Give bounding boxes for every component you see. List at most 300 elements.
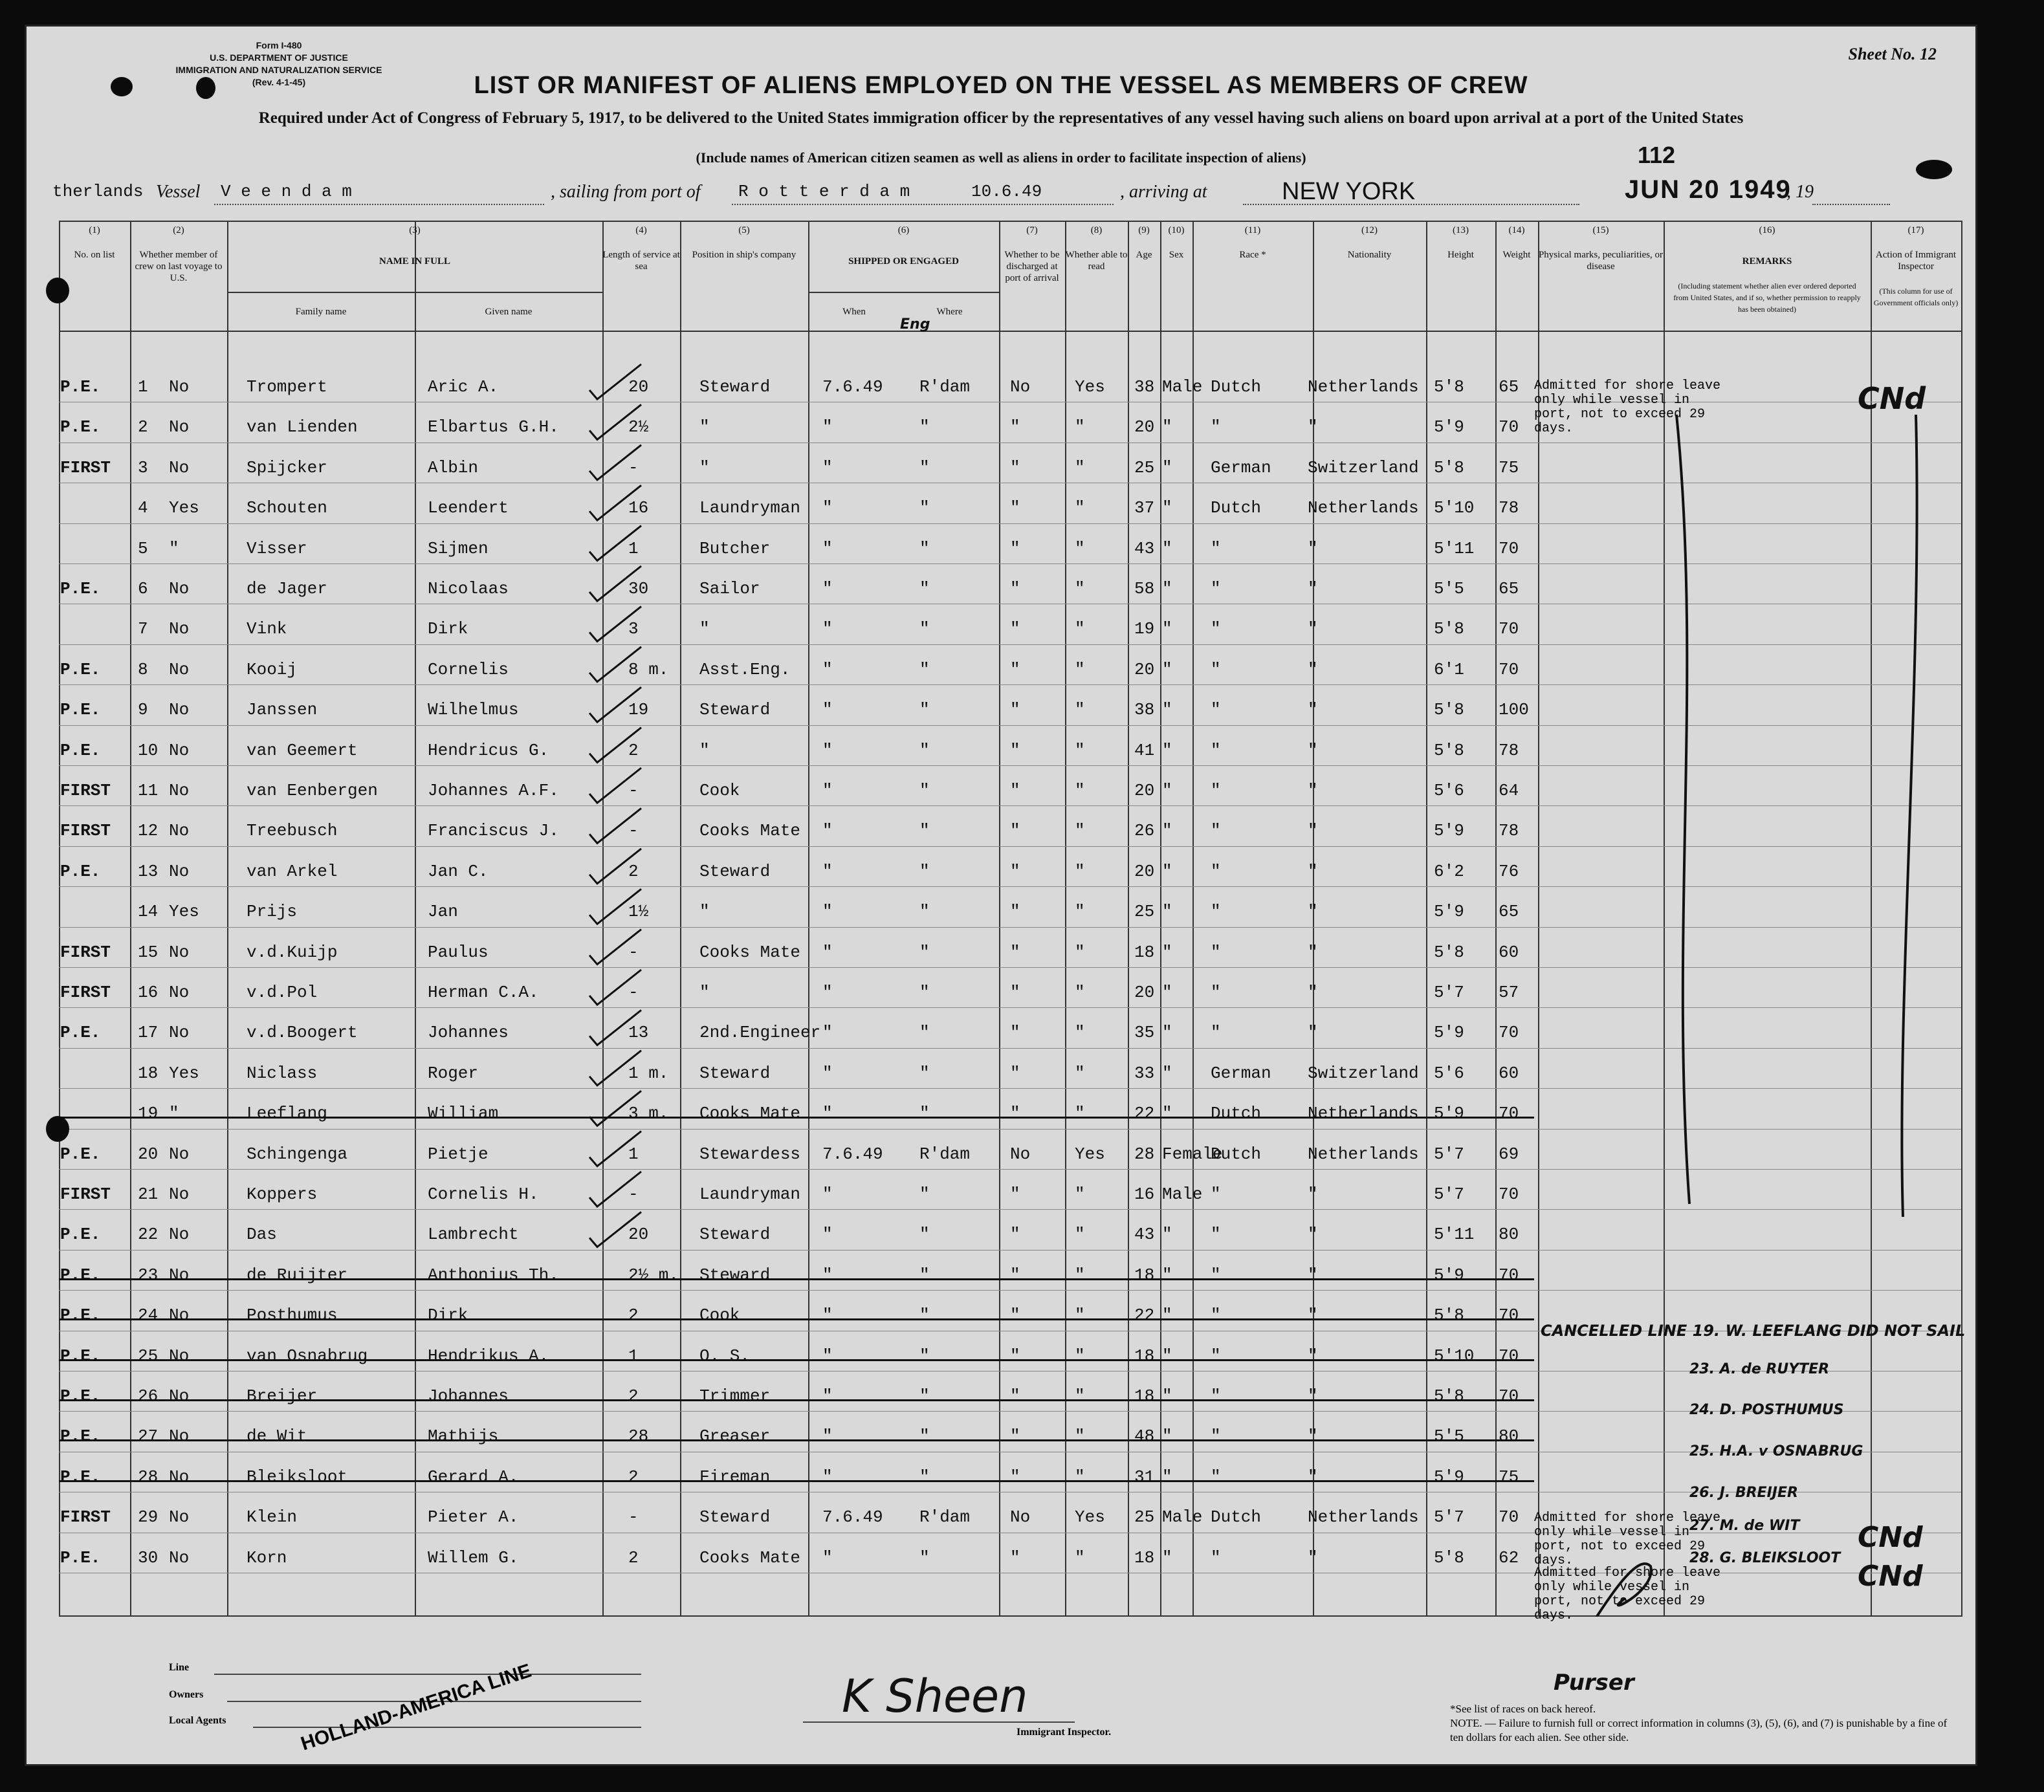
cell-when: ": [822, 983, 833, 1002]
cell-sex: ": [1162, 619, 1172, 639]
cell-given: Paulus: [428, 942, 489, 962]
cell-sex: ": [1162, 1225, 1172, 1245]
cell-sex: ": [1162, 781, 1172, 800]
cell-read: Yes: [1075, 1144, 1105, 1164]
column-number: (7): [1026, 225, 1038, 235]
column-label: REMARKS: [1742, 256, 1792, 267]
cell-height: 5'11: [1434, 1225, 1475, 1245]
cell-weight: 70: [1499, 538, 1519, 558]
cell-where: ": [919, 619, 930, 639]
cell-nat: ": [1308, 1185, 1318, 1204]
cell-weight: 65: [1499, 902, 1519, 922]
column-label: Race *: [1239, 250, 1266, 260]
cell-prev: No: [169, 942, 190, 962]
cell-given: Gerard A.: [428, 1467, 519, 1487]
cell-where: ": [919, 659, 930, 679]
cell-sex: ": [1162, 1346, 1172, 1366]
cell-height: 5'6: [1434, 1063, 1464, 1083]
cell-prev: No: [169, 1426, 190, 1447]
cell-where: ": [919, 1104, 930, 1124]
cell-age: 38: [1134, 377, 1155, 397]
column-label: Age: [1136, 250, 1152, 260]
cell-when: ": [822, 1104, 833, 1124]
row1-action-initials: CNd: [1858, 381, 1926, 416]
cell-prev: ": [169, 538, 179, 558]
cell-nat: ": [1308, 1346, 1318, 1366]
cell-race: ": [1211, 417, 1221, 437]
agents-underline: [253, 1727, 641, 1728]
cell-where: ": [919, 1346, 930, 1366]
arrival-port: NEW YORK: [1282, 178, 1416, 205]
cell-service: 1: [628, 1144, 639, 1164]
row29-action-initials: CNd: [1858, 1521, 1923, 1554]
cell-position: Cooks Mate: [699, 1547, 801, 1568]
cell-weight: 60: [1499, 1063, 1519, 1083]
cell-family: Schingenga: [247, 1144, 348, 1164]
cell-weight: 70: [1499, 1346, 1519, 1366]
cell-no: 5: [138, 538, 148, 558]
cell-race: Dutch: [1211, 377, 1262, 397]
cell-prev: No: [169, 417, 190, 437]
cell-position: ": [699, 983, 710, 1002]
arrival-date-stamp: JUN 20 1949: [1625, 175, 1792, 204]
cell-family: van Lienden: [247, 417, 358, 437]
cell-race: ": [1211, 821, 1221, 841]
manifest-sheet: [25, 25, 1977, 1766]
cell-height: 5'8: [1434, 619, 1464, 639]
cell-age: 18: [1134, 1265, 1155, 1285]
cell-disch: ": [1010, 1547, 1020, 1568]
cell-sex: Female: [1162, 1144, 1223, 1164]
cell-race: ": [1211, 902, 1221, 922]
cell-weight: 100: [1499, 700, 1529, 720]
cell-disch: ": [1010, 498, 1020, 518]
cell-age: 43: [1134, 1225, 1155, 1245]
cell-race: ": [1211, 619, 1221, 639]
cell-family: Korn: [247, 1547, 287, 1568]
ink-blot: [46, 1116, 69, 1142]
cell-race: ": [1211, 942, 1221, 962]
cell-where: ": [919, 821, 930, 841]
cell-weight: 62: [1499, 1547, 1519, 1568]
cell-no: 26: [138, 1386, 159, 1406]
ditto-line-physical: [1676, 415, 1689, 1204]
cell-status: P.E.: [60, 417, 101, 437]
arriving-label: , arriving at: [1120, 182, 1207, 202]
cell-nat: ": [1308, 659, 1318, 679]
cell-status: P.E.: [60, 1225, 101, 1245]
cell-service: 1: [628, 1346, 639, 1366]
cell-where: ": [919, 579, 930, 598]
cell-when: ": [822, 659, 833, 679]
cell-age: 43: [1134, 538, 1155, 558]
cell-height: 5'9: [1434, 821, 1464, 841]
cell-read: ": [1075, 1547, 1085, 1568]
cell-given: Pieter A.: [428, 1507, 519, 1527]
crew-table: [59, 221, 1966, 1623]
cell-read: ": [1075, 1386, 1085, 1406]
cell-height: 5'9: [1434, 902, 1464, 922]
cell-prev: No: [169, 1144, 190, 1164]
cell-family: Bleiksloot: [247, 1467, 348, 1487]
cell-read: ": [1075, 1265, 1085, 1285]
cell-race: ": [1211, 781, 1221, 800]
cell-sex: ": [1162, 659, 1172, 679]
cell-disch: ": [1010, 1104, 1020, 1124]
cell-prev: No: [169, 700, 190, 720]
cell-where: ": [919, 781, 930, 800]
cell-position: Stewardess: [699, 1144, 801, 1164]
cell-age: 18: [1134, 1346, 1155, 1366]
cell-age: 20: [1134, 983, 1155, 1002]
cell-service: 2: [628, 1306, 639, 1326]
cell-nat: ": [1308, 538, 1318, 558]
cell-sex: Male: [1162, 377, 1203, 397]
cell-no: 24: [138, 1306, 159, 1326]
inspector-underline: [803, 1721, 1075, 1723]
cell-nat: ": [1308, 821, 1318, 841]
cell-height: 5'6: [1434, 781, 1464, 800]
cell-read: ": [1075, 619, 1085, 639]
column-label: Sex: [1169, 250, 1184, 260]
cell-service: -: [628, 942, 639, 962]
cell-no: 8: [138, 659, 148, 679]
vessel-name: V e e n d a m: [221, 182, 352, 201]
cell-sex: ": [1162, 1467, 1172, 1487]
cell-height: 5'8: [1434, 700, 1464, 720]
cell-no: 11: [138, 781, 159, 800]
cell-age: 22: [1134, 1306, 1155, 1326]
cell-age: 33: [1134, 1063, 1155, 1083]
cell-no: 25: [138, 1346, 159, 1366]
cell-given: Hendrikus A.: [428, 1346, 549, 1366]
cell-family: Treebusch: [247, 821, 338, 841]
cell-weight: 60: [1499, 942, 1519, 962]
cell-service: 2½ m.: [628, 1265, 679, 1285]
column-number: (5): [738, 225, 750, 235]
line-underline: [214, 1674, 641, 1675]
cell-age: 22: [1134, 1104, 1155, 1124]
cell-family: Posthumus: [247, 1306, 338, 1326]
cell-weight: 78: [1499, 740, 1519, 760]
cell-prev: No: [169, 579, 190, 598]
column-number: (4): [635, 225, 647, 235]
cell-disch: ": [1010, 538, 1020, 558]
cell-height: 5'8: [1434, 1386, 1464, 1406]
column-label: Physical marks, peculiarities, or disease: [1538, 250, 1664, 272]
cell-no: 10: [138, 740, 159, 760]
cell-no: 22: [138, 1225, 159, 1245]
cell-service: 2: [628, 740, 639, 760]
cell-prev: Yes: [169, 1063, 199, 1083]
cell-prev: Yes: [169, 498, 199, 518]
cell-no: 29: [138, 1507, 159, 1527]
cell-sex: ": [1162, 1547, 1172, 1568]
cell-weight: 78: [1499, 498, 1519, 518]
cell-read: Yes: [1075, 1507, 1105, 1527]
column-label: Whether to be discharged at port of arrival: [1004, 250, 1060, 283]
cell-service: -: [628, 983, 639, 1002]
cell-disch: ": [1010, 781, 1020, 800]
cell-given: Hendricus G.: [428, 740, 549, 760]
cell-read: ": [1075, 902, 1085, 922]
line-label: Line: [169, 1662, 190, 1673]
cell-when: ": [822, 740, 833, 760]
cell-service: 3: [628, 619, 639, 639]
cell-where: ": [919, 1225, 930, 1245]
cell-weight: 75: [1499, 1467, 1519, 1487]
cell-race: ": [1211, 1265, 1221, 1285]
cell-family: Leeflang: [247, 1104, 327, 1124]
cell-disch: ": [1010, 983, 1020, 1002]
sheet-number: [1849, 45, 1937, 64]
cell-when: ": [822, 579, 833, 598]
column-number: (13): [1453, 225, 1469, 235]
cell-age: 35: [1134, 1023, 1155, 1043]
cell-disch: ": [1010, 861, 1020, 881]
cell-when: ": [822, 942, 833, 962]
cell-race: ": [1211, 1023, 1221, 1043]
cell-when: ": [822, 1063, 833, 1083]
cell-race: ": [1211, 861, 1221, 881]
cell-read: ": [1075, 1104, 1085, 1124]
arrival-underline: [1243, 204, 1579, 205]
cell-status: P.E.: [60, 1346, 101, 1366]
cell-where: ": [919, 861, 930, 881]
cell-status: FIRST: [60, 457, 111, 477]
cell-race: Dutch: [1211, 1507, 1262, 1527]
row30-action-initials: CNd: [1858, 1560, 1923, 1593]
cell-when: 7.6.49: [822, 1144, 883, 1164]
cell-prev: No: [169, 1547, 190, 1568]
cell-weight: 75: [1499, 457, 1519, 477]
column-number: (16): [1759, 225, 1775, 235]
cell-nat: Switzerland: [1308, 457, 1419, 477]
cell-position: ": [699, 619, 710, 639]
cell-age: 20: [1134, 861, 1155, 881]
cell-family: Trompert: [247, 377, 327, 397]
cell-no: 15: [138, 942, 159, 962]
cell-given: Willem G.: [428, 1547, 519, 1568]
cell-prev: No: [169, 1225, 190, 1245]
cell-position: Cook: [699, 781, 740, 800]
column-label: Weight: [1502, 250, 1531, 260]
cell-family: van Eenbergen: [247, 781, 378, 800]
column-label: Whether able to read: [1065, 250, 1128, 272]
row29-physical-note: Admitted for shore leave only while vessel in port, not to exceed 29 days.: [1534, 1511, 1721, 1568]
cell-age: 20: [1134, 659, 1155, 679]
cell-when: ": [822, 1306, 833, 1326]
cell-nat: ": [1308, 1426, 1318, 1447]
cell-when: ": [822, 498, 833, 518]
cell-position: Cook: [699, 1306, 740, 1326]
cell-sex: ": [1162, 700, 1172, 720]
cell-when: ": [822, 1023, 833, 1043]
cell-where: ": [919, 740, 930, 760]
column-divider: [1961, 221, 1962, 1617]
footer: [59, 1618, 1961, 1754]
cell-race: ": [1211, 1306, 1221, 1326]
column-label: Action of Immigrant Inspector: [1875, 250, 1957, 272]
cell-height: 6'2: [1434, 861, 1464, 881]
cell-weight: 65: [1499, 579, 1519, 598]
cell-no: 9: [138, 700, 148, 720]
page-title: LIST OR MANIFEST OF ALIENS EMPLOYED ON THE VESSEL AS MEMBERS OF CREW: [474, 72, 1528, 99]
cell-family: Breijer: [247, 1386, 318, 1406]
cell-status: FIRST: [60, 781, 111, 800]
cell-prev: No: [169, 821, 190, 841]
cell-given: Pietje: [428, 1144, 489, 1164]
column-label: Length of service at sea: [602, 250, 680, 272]
cell-given: Johannes: [428, 1023, 509, 1043]
cell-when: ": [822, 902, 833, 922]
cell-race: ": [1211, 1426, 1221, 1447]
cell-sex: ": [1162, 902, 1172, 922]
cell-age: 18: [1134, 942, 1155, 962]
column-label: Height: [1447, 250, 1474, 260]
cell-height: 5'7: [1434, 1185, 1464, 1204]
form-revision: (Rev. 4-1-45): [252, 77, 306, 87]
cancel-note-line7: 28. G. BLEIKSLOOT: [1689, 1550, 1841, 1566]
cell-nat: Netherlands: [1308, 498, 1419, 518]
cell-status: P.E.: [60, 1144, 101, 1164]
cell-family: Vink: [247, 619, 287, 639]
cell-family: van Arkel: [247, 861, 338, 881]
cell-sex: ": [1162, 861, 1172, 881]
cell-height: 5'7: [1434, 1144, 1464, 1164]
cell-age: 20: [1134, 781, 1155, 800]
cell-service: 8 m.: [628, 659, 669, 679]
cell-position: Trimmer: [699, 1386, 771, 1406]
cell-sex: ": [1162, 942, 1172, 962]
cell-given: Sijmen: [428, 538, 489, 558]
cell-disch: ": [1010, 1185, 1020, 1204]
cell-race: Dutch: [1211, 1144, 1262, 1164]
column-label: Position in ship's company: [692, 250, 797, 260]
cell-race: German: [1211, 457, 1271, 477]
cell-sex: ": [1162, 1426, 1172, 1447]
cell-age: 18: [1134, 1386, 1155, 1406]
cell-height: 5'9: [1434, 1104, 1464, 1124]
page-subtitle: Required under Act of Congress of February 5, 1917, to be delivered to the United States immigration officer by the representatives of any vessel having such aliens on board upon arrival at a port of the United States: [258, 109, 1744, 127]
cell-where: ": [919, 457, 930, 477]
cell-status: P.E.: [60, 659, 101, 679]
owners-label: Owners: [169, 1689, 204, 1700]
cell-no: 20: [138, 1144, 159, 1164]
cell-disch: ": [1010, 1346, 1020, 1366]
sailing-date: 10.6.49: [971, 182, 1042, 201]
cell-prev: No: [169, 377, 190, 397]
cell-where: R'dam: [919, 377, 971, 397]
inspector-signature: K Sheen: [842, 1670, 1028, 1723]
cell-status: FIRST: [60, 942, 111, 962]
cell-disch: ": [1010, 1426, 1020, 1447]
sailing-port: R o t t e r d a m: [738, 182, 910, 201]
cell-no: 7: [138, 619, 148, 639]
cell-position: Cooks Mate: [699, 821, 801, 841]
cell-position: Cooks Mate: [699, 1104, 801, 1124]
cell-race: ": [1211, 538, 1221, 558]
cell-read: ": [1075, 457, 1085, 477]
cell-family: Prijs: [247, 902, 298, 922]
cell-position: Cooks Mate: [699, 942, 801, 962]
cell-age: 38: [1134, 700, 1155, 720]
cell-service: -: [628, 1507, 639, 1527]
cell-status: P.E.: [60, 1265, 101, 1285]
cell-sex: Male: [1162, 1507, 1203, 1527]
cell-weight: 70: [1499, 659, 1519, 679]
cell-nat: Netherlands: [1308, 377, 1419, 397]
cell-weight: 70: [1499, 1023, 1519, 1043]
cell-sex: ": [1162, 1023, 1172, 1043]
cell-no: 28: [138, 1467, 159, 1487]
cell-nat: ": [1308, 1265, 1318, 1285]
cell-height: 5'10: [1434, 1346, 1475, 1366]
cell-no: 3: [138, 457, 148, 477]
cell-age: 31: [1134, 1467, 1155, 1487]
cell-read: ": [1075, 942, 1085, 962]
cell-height: 6'1: [1434, 659, 1464, 679]
cell-given: Dirk: [428, 619, 468, 639]
cell-race: ": [1211, 1346, 1221, 1366]
cell-family: Das: [247, 1225, 277, 1245]
cell-read: ": [1075, 498, 1085, 518]
cell-height: 5'7: [1434, 983, 1464, 1002]
cell-when: ": [822, 1467, 833, 1487]
cell-disch: ": [1010, 619, 1020, 639]
cell-family: Koppers: [247, 1185, 318, 1204]
given-name-subheader: Given name: [485, 307, 533, 317]
cell-race: ": [1211, 700, 1221, 720]
cell-race: ": [1211, 659, 1221, 679]
cell-status: FIRST: [60, 983, 111, 1002]
cell-family: Niclass: [247, 1063, 318, 1083]
cell-service: 2: [628, 1547, 639, 1568]
cell-position: Steward: [699, 861, 771, 881]
cell-position: Laundryman: [699, 498, 801, 518]
cell-weight: 80: [1499, 1225, 1519, 1245]
cell-when: ": [822, 1346, 833, 1366]
cell-age: 25: [1134, 1507, 1155, 1527]
cell-race: ": [1211, 1467, 1221, 1487]
cell-when: ": [822, 1185, 833, 1204]
cell-where: ": [919, 983, 930, 1002]
cell-sex: ": [1162, 498, 1172, 518]
fine-note: NOTE. — Failure to furnish full or correct information in columns (3), (5), (6), and (7) is punishable by a fine of ten dollars for each alien. See other side.: [1450, 1717, 1948, 1743]
cell-height: 5'11: [1434, 538, 1475, 558]
cell-service: 2½: [628, 417, 649, 437]
cell-where: ": [919, 498, 930, 518]
cell-service: 2: [628, 1467, 639, 1487]
cell-read: Yes: [1075, 377, 1105, 397]
cell-status: FIRST: [60, 821, 111, 841]
cell-weight: 64: [1499, 781, 1519, 800]
cell-no: 17: [138, 1023, 159, 1043]
purser-flourish: [1579, 1564, 1651, 1617]
cell-status: P.E.: [60, 1467, 101, 1487]
include-note: (Include names of American citizen seamen as well as aliens in order to facilitate inspection of aliens): [696, 149, 1306, 166]
cell-nat: ": [1308, 1467, 1318, 1487]
cell-nat: ": [1308, 781, 1318, 800]
cell-given: William: [428, 1104, 499, 1124]
cell-position: Butcher: [699, 538, 771, 558]
cell-disch: ": [1010, 659, 1020, 679]
cell-no: 19: [138, 1104, 159, 1124]
cancel-note-line6: 27. M. de WIT: [1689, 1518, 1800, 1534]
cell-race: ": [1211, 1225, 1221, 1245]
cell-age: 26: [1134, 821, 1155, 841]
cell-position: ": [699, 740, 710, 760]
